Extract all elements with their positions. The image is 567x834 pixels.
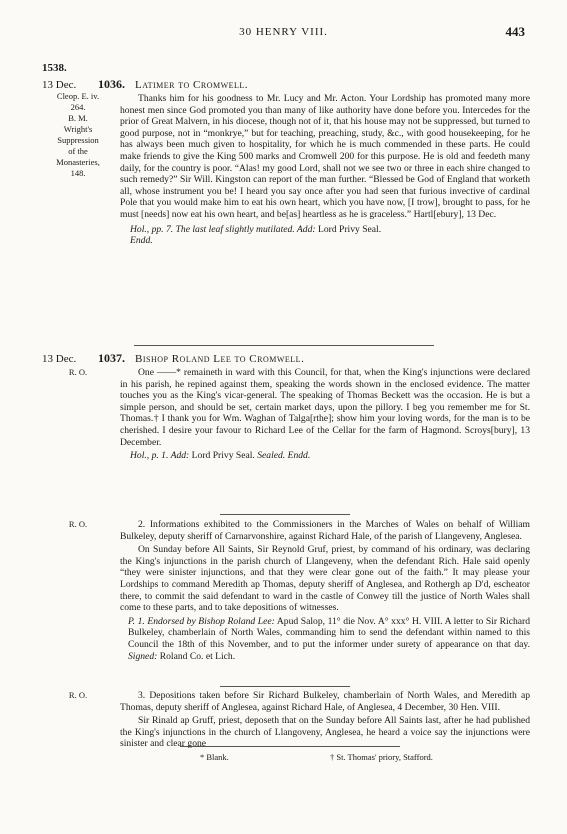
- entry-1037-body-3: [120, 690, 530, 750]
- section-divider: [220, 686, 350, 687]
- source-line: 264.: [70, 102, 86, 112]
- entry-1036-source-margin: [40, 91, 116, 179]
- entry-date: 13 Dec.: [42, 353, 77, 365]
- source-line: of the: [68, 146, 88, 156]
- entry-text: 3. Depositions taken before Sir Richard Bulkeley, chamberlain of North Wales, and Meredith ap Thomas, deputy sheriff of Anglesea, against Richard Hale, of Anglesea, 4 December, 30 Hen. VIII.: [120, 690, 530, 713]
- entry-1037-body-1: [120, 367, 530, 462]
- entry-1037-source-margin-3: R. O.: [68, 690, 88, 700]
- footnote: † St. Thomas' priory, Stafford.: [330, 752, 433, 762]
- entry-date: 13 Dec.: [42, 79, 77, 91]
- source-line: Monasteries,: [56, 157, 100, 167]
- entry-text: One ——* remaineth in ward with this Council, for that, when the King's injunctions were declared in his parish, he repined against them, speaking the words shown in the enclosed evidence. The matter touches you as the King's vicar-general. The speaking of Thomas Beckett was the occasion. He is but a simple person, and should be set, certain market days, upon the pillory. I beg you remember me for St. Thomas.† I thank you for Wm. Waghan of Talga[rthe]; show him your loving words, for the man is to be cherished. I desire your favour to Richard Lee of the Cellar for the farm of Hagmond. Scroys[bury], 13 December.: [120, 367, 530, 448]
- entry-1037-source-margin-1: R. O.: [68, 367, 88, 377]
- entry-1036-heading: [42, 77, 248, 92]
- entry-text: Thanks him for his goodness to Mr. Lucy and Mr. Acton. Your Lordship has promoted many more honest men since God promoted you than many of like authority have done before you. Intercedes for the prior of Great Malvern, in his diocese, though not of it, that his house may not be suppressed, but turned to good purpose, not in “monkrye,” but for teaching, preaching, study, &c., with good housekeeping, for he has always been much given to hospitality, for which he is much commended in these parts. He could make friends to give the King 500 marks and Cromwell 200 for this purpose. He is old and feedeth many daily, for the country is poor. “Alas! my good Lord, shall not we see two or three in each shire changed to such remedy?” Sir Will. Kingston can report of the man further. “Blessed be God of England that worketh all, whose instrument you be! I heard you say once after you had seen that furious invective of cardinal Pole that you would make him to eat his own heart, which you have now, [I trow], brought to pass, for he must [needs] now eat his own heart, and be[as] heartless as he is graceless.” Hartl[ebury], 13 Dec.: [120, 93, 530, 220]
- entry-text: Sir Rinald ap Gruff, priest, deposeth that on the Sunday before All Saints last, after he had published the King's injunctions in the church of Llangoveny, Anglesea, he heard a voice say the injunctions were sinister and clear gone: [120, 715, 530, 750]
- entry-1037-heading: [42, 351, 304, 366]
- entry-endnote: P. 1. Endorsed by Bishop Roland Lee: Apud Salop, 11° die Nov. A° xxx° H. VIII. A letter to Sir Richard Bulkeley, chamberlain of North Wales, commanding him to send the defendant within named to this Council the 18th of this November, and to put the informer under surety of appearance on that day. Signed: Roland Co. et Lich.: [128, 615, 530, 662]
- source-line: 148.: [70, 168, 86, 178]
- source-line: Suppression: [57, 135, 99, 145]
- page-number: 443: [505, 24, 525, 39]
- entry-title: Latimer to Cromwell.: [135, 79, 249, 91]
- section-divider: [220, 514, 350, 515]
- source-line: B. M.: [68, 113, 88, 123]
- running-head: [0, 24, 567, 40]
- entry-1037-body-2: [120, 519, 530, 662]
- entry-title: Bishop Roland Lee to Cromwell.: [135, 353, 305, 365]
- footnote-rule: [180, 746, 400, 747]
- source-line: Cleop. E. iv.: [56, 91, 100, 101]
- footnote: * Blank.: [200, 752, 229, 762]
- entry-1036-body: [120, 93, 530, 247]
- entry-number: 1036.: [98, 77, 125, 91]
- entry-endnote-endd: Endd.: [130, 235, 153, 247]
- entry-text: 2. Informations exhibited to the Commissioners in the Marches of Wales on behalf of William Bulkeley, deputy sheriff of Carnarvonshire, against Richard Hale, of the parish of Llangeveny, Anglesea.: [120, 519, 530, 542]
- entry-number: 1037.: [98, 351, 125, 365]
- entry-endnote: Hol., p. 1. Add: Lord Privy Seal. Sealed. Endd.: [130, 450, 311, 462]
- entry-text: On Sunday before All Saints, Sir Reynold Gruf, priest, by command of his ordinary, was declaring the King's injunctions in the parish church of Llangeveny, when the defendant Rich. Hale said openly “they were sinister injunctions, and that they were clear gone out of the faith.” It may please your Lordships to command Meredith ap Thomas, deputy sheriff of Anglesea, and Rothergh ap D'd, escheator there, to commit the said defendant to ward in the castle of Conwey till the justice of North Wales shall come to these parts, and to take depositions of witnesses.: [120, 544, 530, 614]
- source-line: Wright's: [63, 124, 93, 134]
- section-divider: [134, 345, 434, 346]
- running-title: 30 HENRY VIII.: [239, 26, 328, 38]
- entry-endnote: Hol., pp. 7. The last leaf slightly mutilated. Add: Lord Privy Seal.: [130, 223, 382, 235]
- entry-1037-source-margin-2: R. O.: [68, 519, 88, 529]
- year-heading: 1538.: [42, 62, 67, 74]
